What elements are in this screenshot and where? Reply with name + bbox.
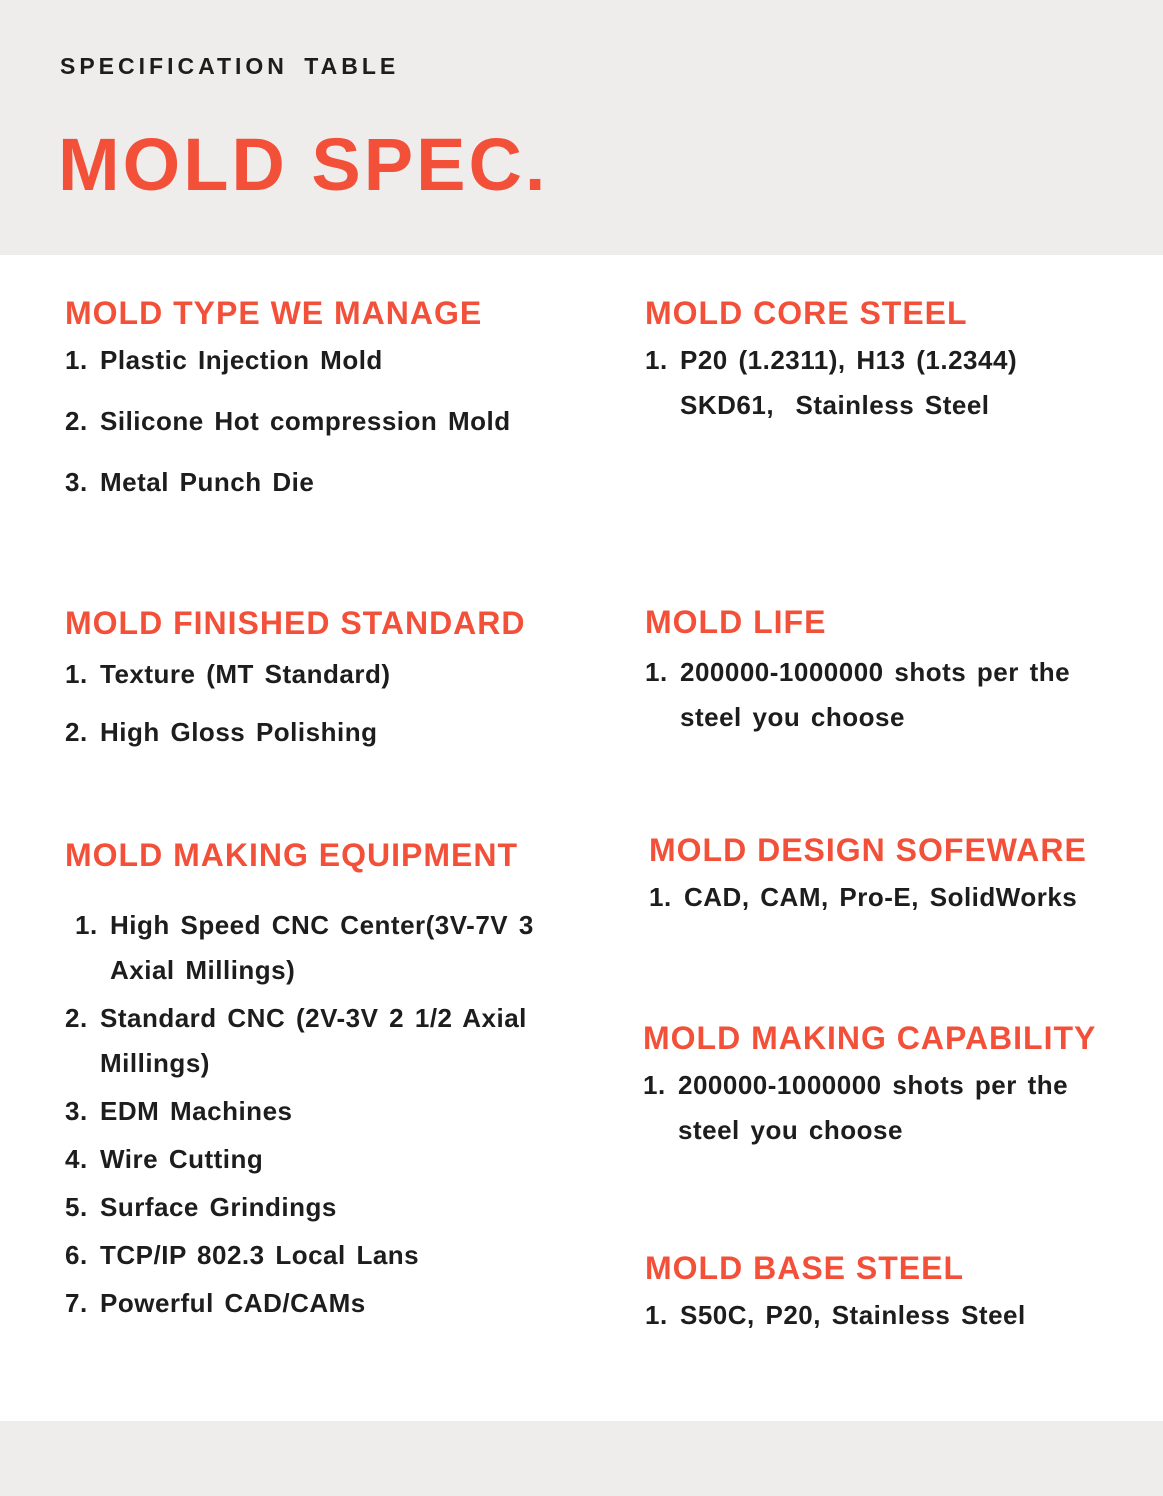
section-core-steel (645, 297, 1163, 428)
list-item (645, 338, 1163, 428)
section-base-steel (645, 1252, 1163, 1338)
section-list (65, 652, 590, 755)
item-text (110, 903, 590, 993)
item-text (100, 996, 590, 1086)
content-area (0, 255, 1163, 1421)
item-number: 1. (645, 657, 668, 687)
item-text (100, 710, 590, 755)
section-list (645, 338, 1163, 428)
item-number: 1. (65, 659, 88, 689)
section-list (645, 650, 1163, 740)
item-line: Metal Punch Die (100, 467, 315, 497)
list-item (65, 1137, 590, 1182)
list-item (645, 650, 1163, 740)
item-number: 1. (645, 345, 668, 375)
list-item (65, 710, 590, 755)
item-line: 200000-1000000 shots per the (680, 657, 1071, 687)
item-line: P20 (1.2311), H13 (1.2344) (680, 345, 1018, 375)
item-number: 2. (65, 717, 88, 747)
list-item (645, 1293, 1163, 1338)
section-title: MOLD CORE STEEL (645, 295, 968, 331)
list-item (65, 652, 590, 697)
section-list (65, 903, 590, 1326)
list-item (65, 996, 590, 1086)
list-item (65, 1089, 590, 1134)
item-line: Wire Cutting (100, 1144, 264, 1174)
item-line: Millings) (100, 1048, 210, 1078)
item-text (100, 1089, 590, 1134)
item-line: Powerful CAD/CAMs (100, 1288, 366, 1318)
item-text (100, 1281, 590, 1326)
section-title: MOLD FINISHED STANDARD (65, 605, 526, 641)
list-item (65, 1281, 590, 1326)
list-item (65, 903, 590, 993)
next-page-band (0, 1421, 1163, 1496)
item-line: steel you choose (678, 1115, 903, 1145)
item-line: EDM Machines (100, 1096, 293, 1126)
item-text (680, 1293, 1163, 1338)
item-text (684, 875, 1163, 920)
item-line: 200000-1000000 shots per the (678, 1070, 1069, 1100)
list-item (649, 875, 1163, 920)
item-text (100, 1233, 590, 1278)
item-number: 3. (65, 1096, 88, 1126)
list-item (65, 399, 590, 444)
item-text (678, 1063, 1163, 1153)
item-line: High Speed CNC Center(3V-7V 3 (110, 910, 534, 940)
item-line: Axial Millings) (110, 955, 296, 985)
section-equipment (65, 839, 590, 1326)
section-list (643, 1063, 1163, 1153)
section-list (649, 875, 1163, 920)
item-line: SKD61, Stainless Steel (680, 390, 990, 420)
item-text (100, 460, 590, 505)
item-number: 1. (75, 910, 98, 940)
item-number: 1. (643, 1070, 666, 1100)
item-text (680, 338, 1163, 428)
item-line: Standard CNC (2V-3V 2 1/2 Axial (100, 1003, 527, 1033)
section-title: MOLD TYPE WE MANAGE (65, 295, 483, 331)
item-number: 2. (65, 1003, 88, 1033)
section-finished-standard (65, 607, 590, 755)
section-list (65, 338, 590, 505)
item-number: 2. (65, 406, 88, 436)
item-line: Silicone Hot compression Mold (100, 406, 511, 436)
section-title: MOLD DESIGN SOFEWARE (649, 832, 1087, 868)
item-number: 7. (65, 1288, 88, 1318)
section-design-sofeware (649, 834, 1163, 920)
item-text (100, 1137, 590, 1182)
item-number: 1. (65, 345, 88, 375)
section-title: MOLD BASE STEEL (645, 1250, 965, 1286)
section-title: MOLD MAKING CAPABILITY (643, 1020, 1097, 1056)
page-title: MOLD SPEC. (58, 123, 549, 206)
item-line: High Gloss Polishing (100, 717, 378, 747)
section-title: MOLD LIFE (645, 604, 827, 640)
page-eyebrow: SPECIFICATION TABLE (60, 53, 400, 79)
list-item (65, 338, 590, 383)
page-header (0, 0, 1163, 255)
item-number: 1. (649, 882, 672, 912)
list-item (65, 1185, 590, 1230)
list-item (65, 1233, 590, 1278)
item-number: 1. (645, 1300, 668, 1330)
section-list (645, 1293, 1163, 1338)
list-item (65, 460, 590, 505)
item-line: S50C, P20, Stainless Steel (680, 1300, 1026, 1330)
item-line: Plastic Injection Mold (100, 345, 383, 375)
item-line: Texture (MT Standard) (100, 659, 391, 689)
item-text (680, 650, 1163, 740)
item-text (100, 399, 590, 444)
item-number: 3. (65, 467, 88, 497)
section-title: MOLD MAKING EQUIPMENT (65, 837, 518, 873)
item-line: Surface Grindings (100, 1192, 337, 1222)
section-capability (643, 1022, 1163, 1153)
item-text (100, 1185, 590, 1230)
item-text (100, 652, 590, 697)
item-number: 5. (65, 1192, 88, 1222)
item-number: 6. (65, 1240, 88, 1270)
item-line: CAD, CAM, Pro-E, SolidWorks (684, 882, 1078, 912)
section-mold-life (645, 606, 1163, 740)
list-item (643, 1063, 1163, 1153)
item-line: TCP/IP 802.3 Local Lans (100, 1240, 420, 1270)
section-mold-type (65, 297, 590, 505)
item-number: 4. (65, 1144, 88, 1174)
item-text (100, 338, 590, 383)
item-line: steel you choose (680, 702, 905, 732)
